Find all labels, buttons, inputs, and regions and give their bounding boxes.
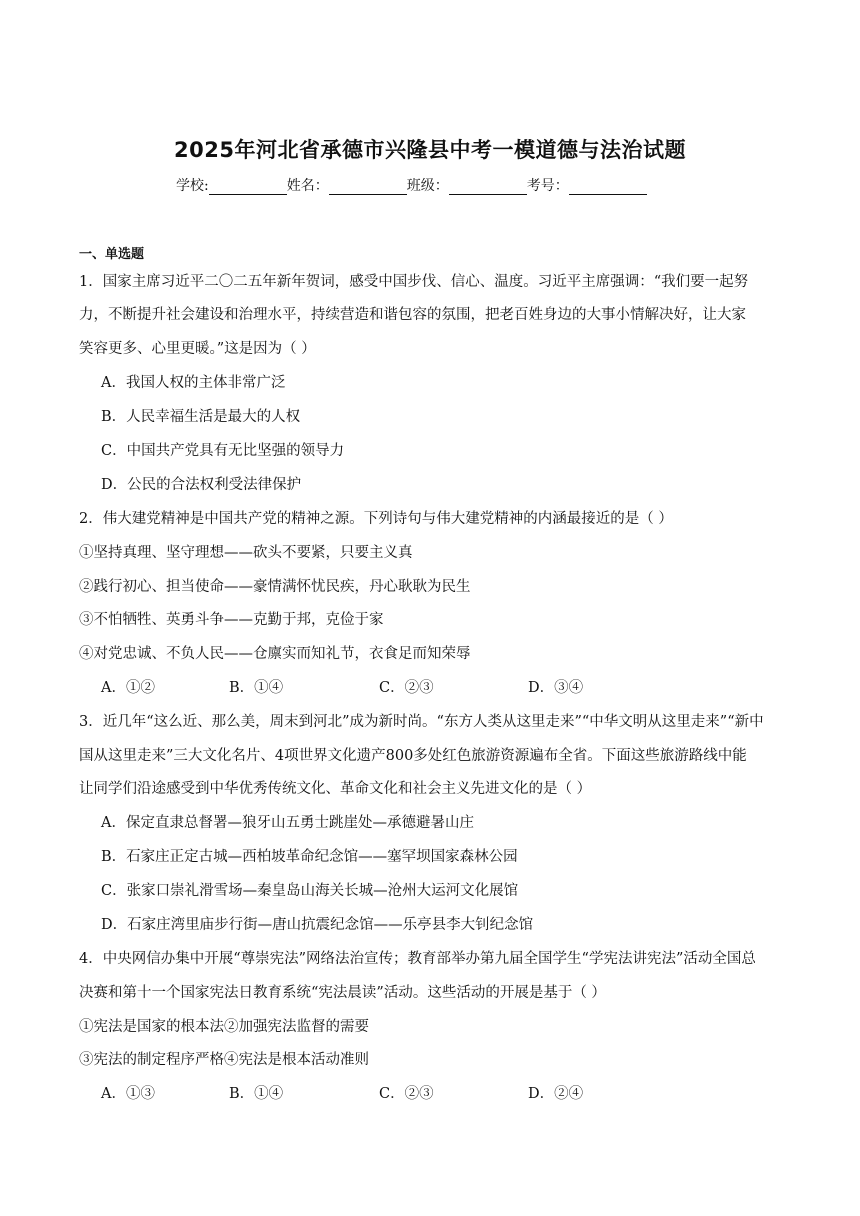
q2-statement: ①坚持真理、坚守理想——砍头不要紧，只要主义真: [79, 545, 413, 561]
student-info-row: [176, 175, 647, 195]
q2-option-d: D．③④: [528, 680, 584, 696]
name-label: 姓名：: [286, 178, 329, 194]
page-title: 2025年河北省承德市兴隆县中考一模道德与法治试题: [174, 138, 686, 162]
q4-option-c: C．②③: [379, 1086, 434, 1102]
q2-statement: ④对党忠诚、不负人民——仓廪实而知礼节，衣食足而知荣辱: [79, 646, 471, 662]
class-field: [407, 175, 527, 195]
q1-option-b: B．人民幸福生活是最大的人权: [101, 409, 301, 425]
q1-option-d: D．公民的合法权利受法律保护: [101, 477, 302, 493]
q1-option-c: C．中国共产党具有无比坚强的领导力: [101, 443, 345, 459]
q1-stem-line: 1．国家主席习近平二〇二五年新年贺词，感受中国步伐、信心、温度。习近平主席强调：“我们要一起努: [79, 274, 749, 290]
section-heading: 一、单选题: [79, 247, 145, 262]
q4-option-b: B．①④: [229, 1086, 284, 1102]
school-label: 学校:: [176, 178, 209, 194]
exam-number-label: 考号：: [526, 178, 569, 194]
name-field: [287, 175, 407, 195]
q2-option-c: C．②③: [379, 680, 434, 696]
q2-option-b: B．①④: [229, 680, 284, 696]
q4-stem-line: 4．中央网信办集中开展“尊崇宪法”网络法治宣传；教育部举办第九届全国学生“学宪法讲宪法”活动全国总: [79, 951, 756, 967]
class-label: 班级：: [406, 178, 449, 194]
q2-stem-line: 2．伟大建党精神是中国共产党的精神之源。下列诗句与伟大建党精神的内涵最接近的是（ ）: [79, 511, 673, 527]
q2-statement: ②践行初心、担当使命——豪情满怀忧民疾，丹心耿耿为民生: [79, 579, 471, 595]
q2-statement: ③不怕牺牲、英勇斗争——克勤于邦，克俭于家: [79, 612, 384, 628]
q4-option-a: A．①③: [101, 1086, 155, 1102]
q1-option-a: A．我国人权的主体非常广泛: [101, 375, 286, 391]
school-blank[interactable]: [209, 180, 287, 195]
q4-option-d: D．②④: [528, 1086, 584, 1102]
school-field: [176, 175, 287, 195]
q4-stem-line: 决赛和第十一个国家宪法日教育系统“宪法晨读”活动。这些活动的开展是基于（ ）: [79, 985, 606, 1001]
exam-number-blank[interactable]: [569, 180, 647, 195]
q3-stem-line: 让同学们沿途感受到中华优秀传统文化、革命文化和社会主义先进文化的是（ ）: [79, 781, 592, 797]
q3-stem-line: 3．近几年“这么近、那么美，周末到河北”成为新时尚。“东方人类从这里走来”“中华文明从这里走来”“新中: [79, 714, 764, 730]
q4-statement: ①宪法是国家的根本法②加强宪法监督的需要: [79, 1019, 369, 1035]
q4-statement: ③宪法的制定程序严格④宪法是根本活动准则: [79, 1052, 369, 1068]
q3-option-a: A．保定直隶总督署—狼牙山五勇士跳崖处—承德避暑山庄: [101, 815, 474, 831]
exam-number-field: [527, 175, 647, 195]
q1-stem-line: 力，不断提升社会建设和治理水平，持续营造和谐包容的氛围，把老百姓身边的大事小情解决好，让大家: [79, 307, 746, 323]
q3-stem-line: 国从这里走来”三大文化名片、4项世界文化遗产800多处红色旅游资源遍布全省。下面这些旅游路线中能: [79, 748, 747, 764]
q3-option-b: B．石家庄正定古城—西柏坡革命纪念馆——塞罕坝国家森林公园: [101, 849, 518, 865]
q1-stem-line: 笑容更多、心里更暖。”这是因为（ ）: [79, 341, 316, 357]
class-blank[interactable]: [449, 180, 527, 195]
q3-option-c: C．张家口崇礼滑雪场—秦皇岛山海关长城—沧州大运河文化展馆: [101, 883, 519, 899]
q2-option-a: A．①②: [101, 680, 155, 696]
name-blank[interactable]: [329, 180, 407, 195]
q3-option-d: D．石家庄湾里庙步行街—唐山抗震纪念馆——乐亭县李大钊纪念馆: [101, 917, 534, 933]
